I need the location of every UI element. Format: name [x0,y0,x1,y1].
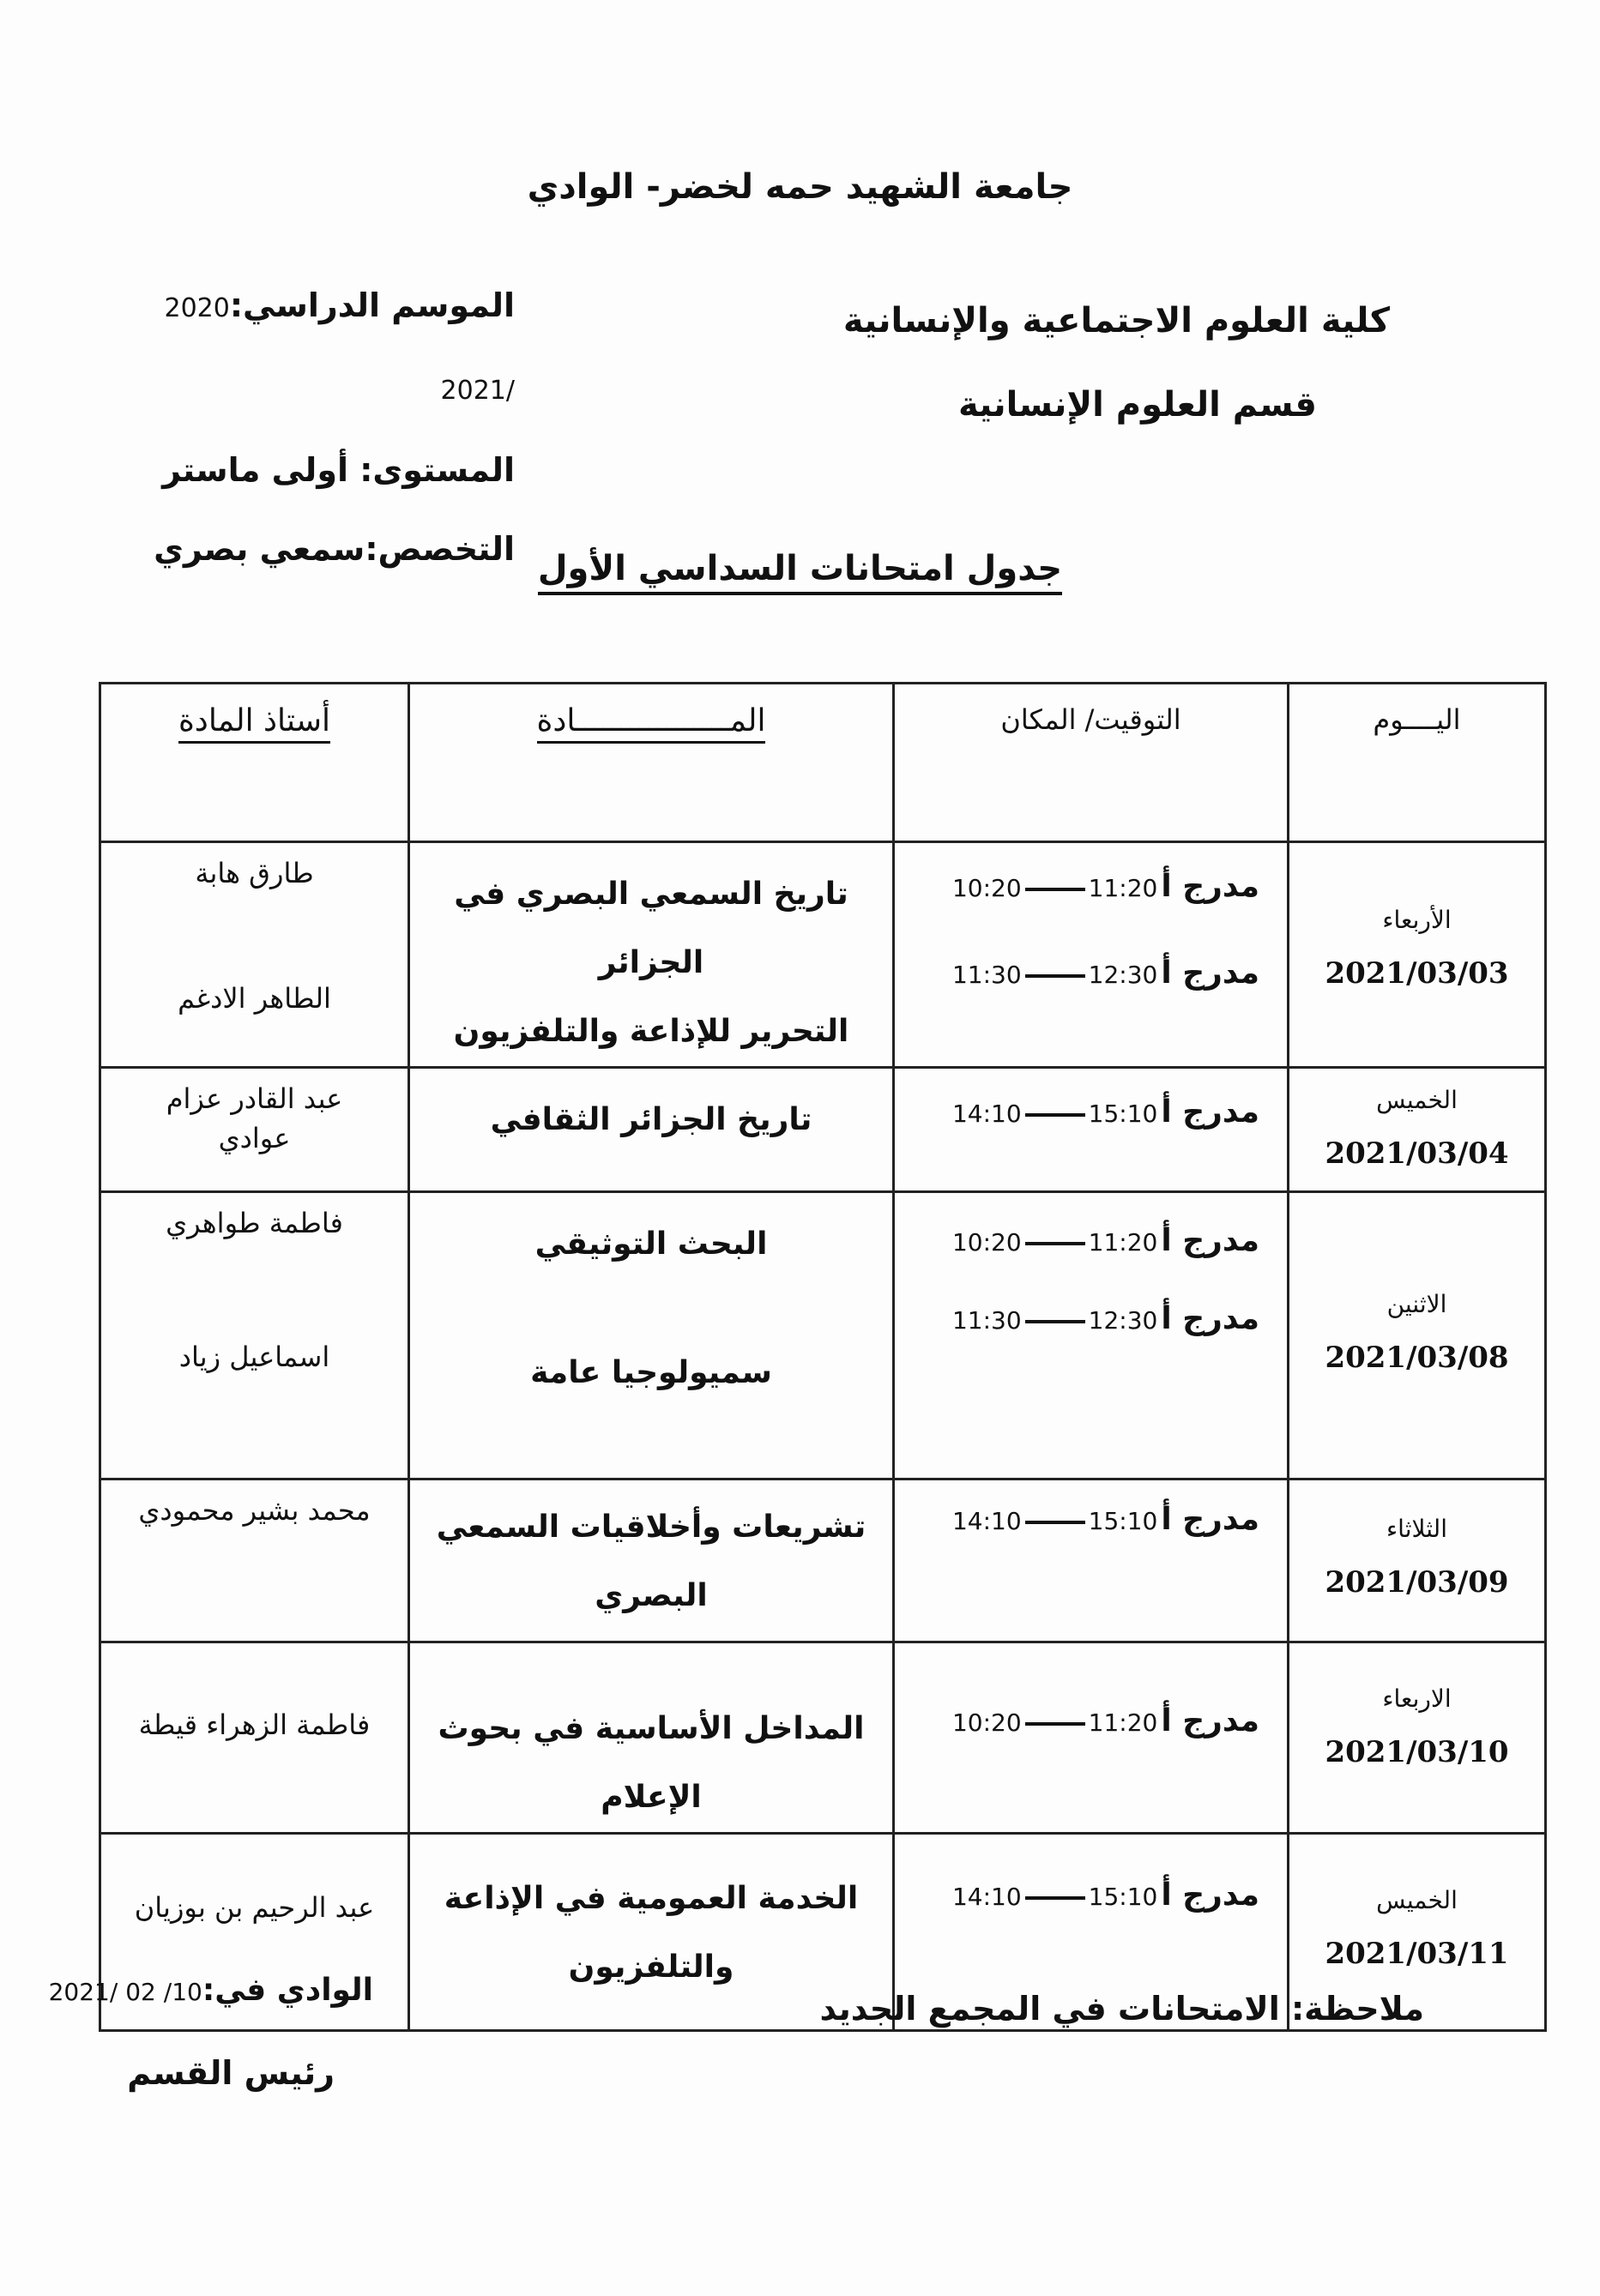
header-professor-text: أستاذ المادة [178,703,330,744]
time-range-dash [1025,1521,1085,1524]
time-range-dash [1025,1113,1085,1117]
day-cell [1289,1192,1546,1479]
subject-cell [409,1479,894,1642]
professor-name: اسماعيل زياد [178,1341,330,1373]
day-cell [1289,1479,1546,1642]
professor-cell [100,1642,409,1834]
professor-name: عوادي [218,1122,291,1154]
time-slot [895,869,1287,904]
faculty-block [832,279,1390,447]
hall-name: مدرج أ [1161,869,1259,904]
season-value: 2020 /2021 [164,293,515,406]
hall-name: مدرج أ [1161,955,1259,991]
footer-place-label: الوادي في: [202,1973,373,2008]
time-range-dash [1025,888,1085,891]
subject-name: الخدمة العمومية في الإذاعة [444,1881,859,1916]
day-date: 2021/03/03 [1325,955,1509,991]
time-place-cell [894,1479,1289,1642]
day-date: 2021/03/08 [1325,1340,1509,1375]
department-head-signature-label: رئيس القسم [127,2054,335,2092]
professor-cell [100,842,409,1068]
specialty-label: التخصص: [365,530,515,568]
header-time-place: التوقيت/ المكان [894,684,1289,842]
start-time: 11:30 [951,961,1022,989]
day-cell [1289,1068,1546,1192]
professor-name: فاطمة طواهري [166,1207,343,1239]
time-slot [895,955,1287,991]
table-row [100,1068,1546,1192]
end-time: 15:10 [1088,1100,1158,1128]
schedule-title [0,549,1600,588]
professor-name: فاطمة الزهراء قيطة [138,1708,371,1741]
level-value: أولى ماستر [162,451,348,489]
end-time: 12:30 [1088,961,1158,989]
day-name: الثلاثاء [1386,1515,1447,1543]
time-slot [895,1703,1287,1739]
subject-cell [409,1642,894,1834]
day-date: 2021/03/10 [1325,1734,1509,1769]
time-range-dash [1025,1722,1085,1726]
subject-name: والتلفزيون [568,1949,734,1985]
professor-cell [100,1479,409,1642]
subject-name: تاريخ الجزائر الثقافي [490,1102,812,1137]
department-name: قسم العلوم الإنسانية [958,385,1317,425]
header-subject [409,684,894,842]
start-time: 10:20 [951,1228,1022,1256]
subject-cell [409,842,894,1068]
time-place-cell [894,1192,1289,1479]
time-slot [895,1301,1287,1336]
level-line [103,431,515,509]
day-date: 2021/03/09 [1325,1565,1509,1600]
header-subject-text: المـــــــــــــــــادة [537,703,766,744]
day-name: الاثنين [1386,1289,1447,1318]
time-place-cell [894,1068,1289,1192]
start-time: 14:10 [951,1100,1022,1128]
subject-cell [409,1068,894,1192]
table-header-row [100,684,1546,842]
day-name: الاربعاء [1382,1684,1452,1713]
hall-name: مدرج أ [1161,1877,1259,1913]
day-date: 2021/03/11 [1325,1937,1509,1971]
day-name: الخميس [1376,1886,1458,1914]
start-time: 10:20 [951,874,1022,902]
subject-name: الجزائر [598,945,704,980]
level-label: المستوى: [359,451,515,489]
professor-name: عبد الرحيم بن بوزيان [134,1891,375,1924]
subject-cell [409,1192,894,1479]
day-date: 2021/03/04 [1325,1136,1509,1171]
time-place-cell [894,1642,1289,1834]
end-time: 11:20 [1088,874,1158,902]
university-name: جامعة الشهيد حمه لخضر- الوادي [527,167,1073,207]
start-time: 14:10 [951,1883,1022,1911]
hall-name: مدرج أ [1161,1502,1259,1537]
professor-name: طارق هابة [195,857,314,889]
start-time: 14:10 [951,1507,1022,1535]
end-time: 15:10 [1088,1507,1158,1535]
time-range-dash [1025,1320,1085,1323]
subject-name: التحرير للإذاعة والتلفزيون [453,1014,849,1049]
professor-cell [100,1068,409,1192]
footer-date: 10/ 02 /2021 [48,1978,202,2006]
time-slot [895,1877,1287,1913]
day-name: الخميس [1376,1086,1458,1114]
hall-name: مدرج أ [1161,1223,1259,1258]
hall-name: مدرج أ [1161,1094,1259,1130]
subject-name: المداخل الأساسية في بحوث الإعلام [438,1711,865,1815]
time-slot [895,1223,1287,1258]
schedule-title-text: جدول امتحانات السداسي الأول [538,549,1062,595]
end-time: 11:20 [1088,1708,1158,1737]
table-row [100,1642,1546,1834]
footer-place-date [49,1973,373,2008]
day-cell [1289,1642,1546,1834]
program-info-block [103,266,515,588]
exam-table [99,682,1547,2032]
hall-name: مدرج أ [1161,1301,1259,1336]
professor-cell [100,1192,409,1479]
end-time: 15:10 [1088,1883,1158,1911]
day-cell [1289,842,1546,1068]
time-slot [895,1502,1287,1537]
start-time: 11:30 [951,1306,1022,1335]
footer-note: ملاحظة: الامتحانات في المجمع الجديد [819,1990,1424,2028]
table-row [100,842,1546,1068]
hall-name: مدرج أ [1161,1703,1259,1739]
time-slot [895,1094,1287,1130]
professor-name: عبد القادر عزام [166,1082,343,1115]
subject-name: تشريعات وأخلاقيات السمعي [436,1510,866,1545]
header-day: اليــــوم [1289,684,1546,842]
subject-name: تاريخ السمعي البصري في [454,877,848,912]
faculty-name: كلية العلوم الاجتماعية والإنسانية [842,301,1390,340]
time-place-cell [894,842,1289,1068]
time-range-dash [1025,1896,1085,1900]
subject-name: البحث التوثيقي [534,1226,768,1262]
subject-name: سميولوجيا عامة [530,1355,772,1390]
exam-table-body [100,842,1546,2031]
header-professor [100,684,409,842]
specialty-value: سمعي بصري [154,530,365,568]
subject-name: البصري [595,1578,708,1613]
end-time: 11:20 [1088,1228,1158,1256]
time-range-dash [1025,974,1085,978]
table-row [100,1479,1546,1642]
end-time: 12:30 [1088,1306,1158,1335]
day-name: الأربعاء [1382,905,1452,934]
season-line [103,266,515,431]
professor-name: محمد بشير محمودي [138,1494,371,1527]
season-label: الموسم الدراسي: [229,286,515,324]
professor-name: الطاهر الادغم [178,982,331,1015]
start-time: 10:20 [951,1708,1022,1737]
table-row [100,1192,1546,1479]
time-range-dash [1025,1242,1085,1245]
